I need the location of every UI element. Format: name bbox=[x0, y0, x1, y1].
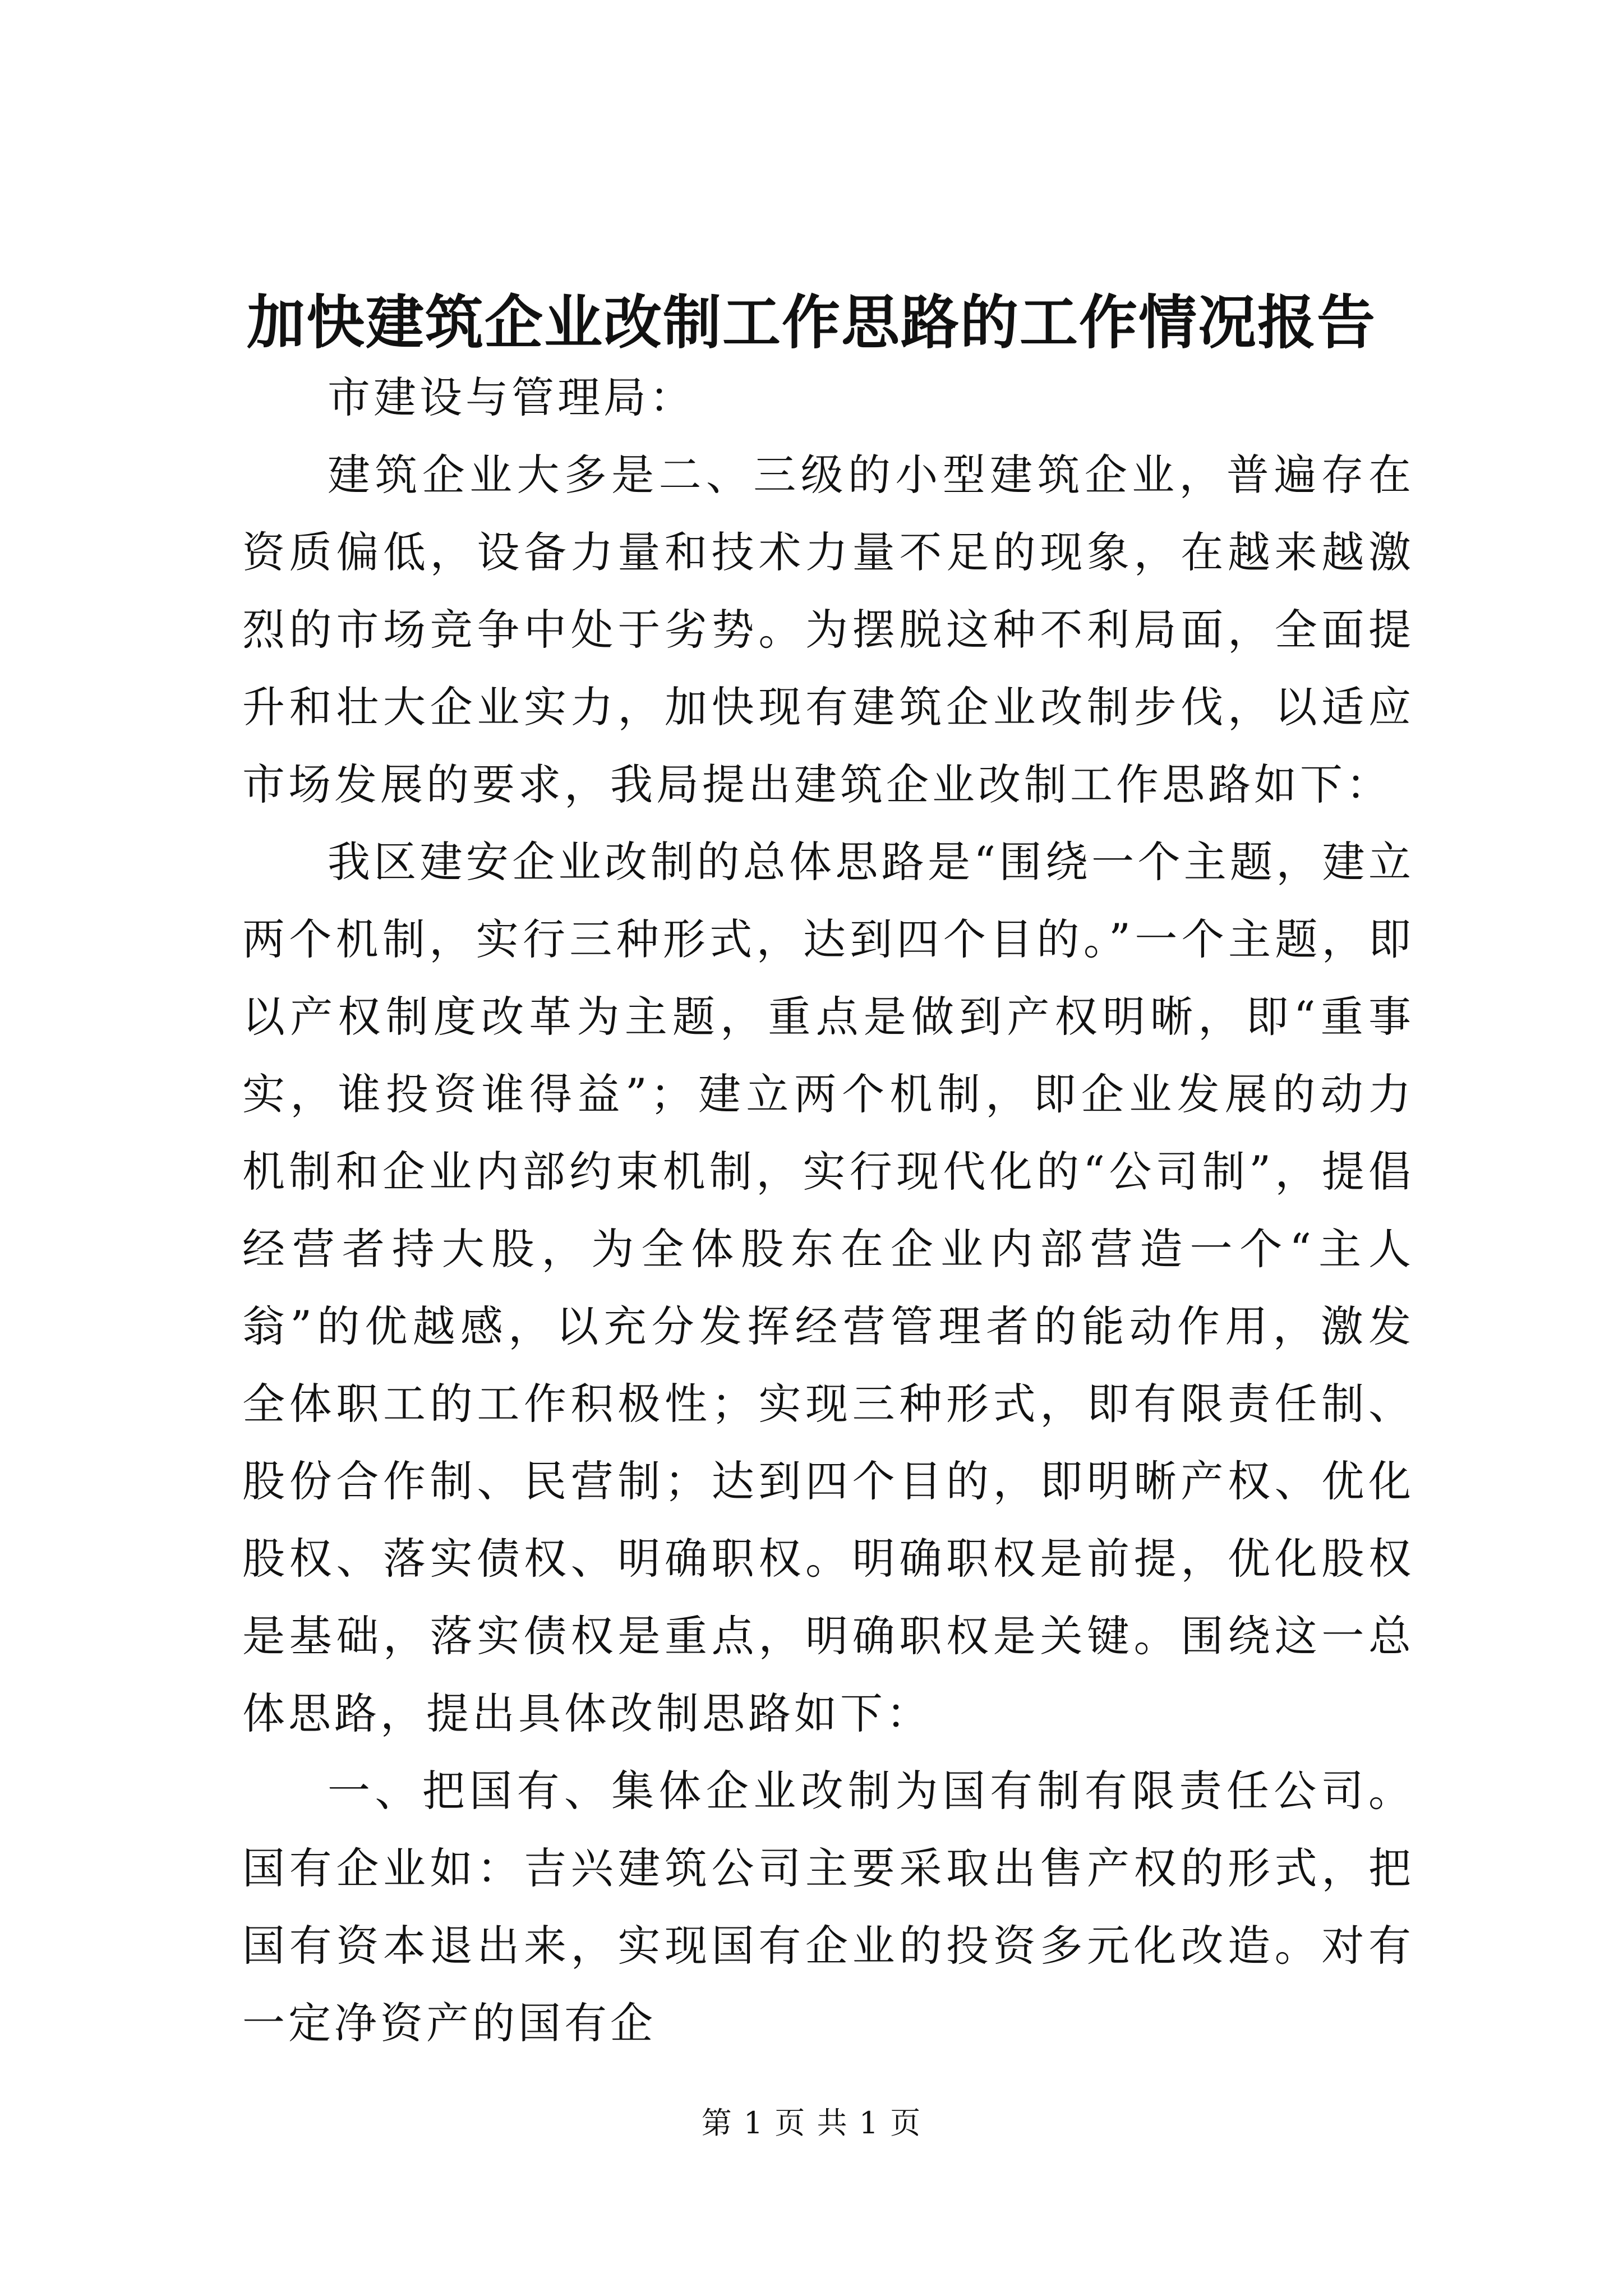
paragraph-2: 我区建安企业改制的总体思路是“围绕一个主题，建立两个机制，实行三种形式，达到四个目的。”一个主题，即以产权制度改革为主题，重点是做到产权明晰，即“重事实，谁投资谁得益”；建立两个机制，即企业发展的动力机制和企业内部约束机制，实行现代化的“公司制”，提倡经营者持大股，为全体股东在企业内部营造一个“主人翁”的优越感，以充分发挥经营管理者的能动作用，激发全体职工的工作积极性；实现三种形式，即有限责任制、股份合作制、民营制；达到四个目的，即明晰产权、优化股权、落实债权、明确职权。明确职权是前提，优化股权是基础，落实债权是重点，明确职权是关键。围绕这一总体思路，提出具体改制思路如下： bbox=[242, 837, 1414, 1738]
salutation: 市建设与管理局： bbox=[328, 372, 695, 422]
document-body bbox=[242, 359, 1414, 2062]
page-footer: 第 1 页 共 1 页 bbox=[701, 2105, 922, 2141]
paragraph-1: 建筑企业大多是二、三级的小型建筑企业，普遍存在资质偏低，设备力量和技术力量不足的现象，在越来越激烈的市场竞争中处于劣势。为摆脱这种不利局面，全面提升和壮大企业实力，加快现有建筑企业改制步伐，以适应市场发展的要求，我局提出建筑企业改制工作思路如下： bbox=[242, 450, 1414, 809]
document-title: 加快建筑企业改制工作思路的工作情况报告 bbox=[246, 288, 1376, 357]
paragraph-3: 一、把国有、集体企业改制为国有制有限责任公司。国有企业如：吉兴建筑公司主要采取出售产权的形式，把国有资本退出来，实现国有企业的投资多元化改造。对有一定净资产的国有企 bbox=[242, 1766, 1414, 2048]
